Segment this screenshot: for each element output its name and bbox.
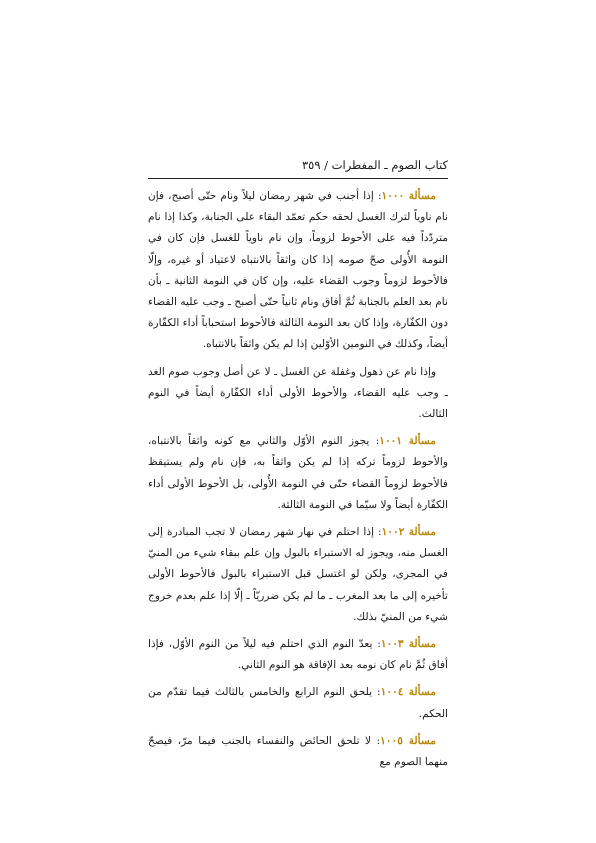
issue-label: مسألة ١٠٠١ xyxy=(379,435,436,448)
paragraph-text: : لا تلحق الحائض والنفساء بالجنب فيما مرّ، فيصحّ منهما الصوم مع xyxy=(148,734,448,769)
issue-label: مسألة ١٠٠٢ xyxy=(381,526,436,539)
paragraph-issue-1001 xyxy=(148,431,448,516)
issue-label: مسألة ١٠٠٥ xyxy=(380,734,436,747)
issue-label: مسألة ١٠٠٤ xyxy=(380,686,436,699)
paragraph-text: : إذا احتلم في نهار شهر رمضان لا تجب المبادرة إلى الغسل منه، ويجوز له الاستبراء بالبول وإن علم ببقاء شيء من المنيّ في المجرى، ولكن لو اغتسل قبل الاستبراء بالبول فالأحوط الأولى تأخيره إلى ما بعد المغرب ـ ما لم يكن ضرريّاً ـ إلّا إذا علم بعدم خروج شيء من المنيّ بذلك. xyxy=(148,526,448,623)
paragraph-issue-1005 xyxy=(148,731,448,773)
paragraph-issue-1003 xyxy=(148,634,448,676)
paragraph-text: وإذا نام عن ذهول وغفلة عن الغسل ـ لا عن أصل وجوب صوم الغد ـ وجب عليه القضاء، والأحوط الأولى أداء الكفّارة أيضاً في النوم الثالث. xyxy=(148,365,448,421)
paragraph-issue-1000 xyxy=(148,186,448,356)
issue-label: مسألة ١٠٠٠ xyxy=(381,190,436,202)
page-body xyxy=(148,186,448,779)
paragraph-text: : إذا أجنب في شهر رمضان ليلاً ونام حتّى أصبح، فإن نام ناوياً لترك الغسل لحقه حكم تعمّد البقاء على الجنابة، وكذا إذا نام متردّداً فيه على الأحوط لزوماً، وإن نام ناوياً للغسل فإن كان في النومة الأُولى صحّ صومه إذا كان واثقاً بالانتباه لاعتياد أو غيره، وإلّا فالأحوط لزوماً وجوب القضاء عليه، وإن كان في النومة الثانية ـ بأن نام بعد العلم بالجنابة ثُمَّ أفاق ونام ثانياً حتّى أصبح ـ وجب عليه القضاء دون الكفّارة، وإذا كان بعد النومة الثالثة فالأحوط استحباباً أداء الكفّارة أيضاً، وكذلك في النومين الأوّلين إذا لم يكن واثقاً بالانتباه. xyxy=(148,190,448,351)
paragraph-issue-1004 xyxy=(148,682,448,724)
paragraph-continuation xyxy=(148,362,448,426)
paragraph-text: : يعدّ النوم الذي احتلم فيه ليلاً من النوم الأوّل، فإذا أفاق ثُمَّ نام كان نومه بعد الإفاقة هو النوم الثاني. xyxy=(148,638,448,672)
header-rule xyxy=(148,178,448,179)
paragraph-text: : يجوز النوم الأوّل والثاني مع كونه واثقاً بالانتباه، والأحوط لزوماً تركه إذا لم يكن واثقاً به، فإن نام ولم يستيقظ فالأحوط لزوماً القضاء حتّى في النومة الأُولى، بل الأحوط الأولى أداء الكفّارة أيضاً ولا سيّما في النومة الثالثة. xyxy=(148,435,448,511)
header-title: كتاب الصوم ـ المفطرات / ٣٥٩ xyxy=(301,158,448,172)
issue-label: مسألة ١٠٠٣ xyxy=(380,638,437,651)
running-header xyxy=(148,155,448,179)
paragraph-issue-1002 xyxy=(148,522,448,628)
paragraph-text: : يلحق النوم الرابع والخامس بالثالث فيما تقدّم من الحكم. xyxy=(148,686,448,720)
